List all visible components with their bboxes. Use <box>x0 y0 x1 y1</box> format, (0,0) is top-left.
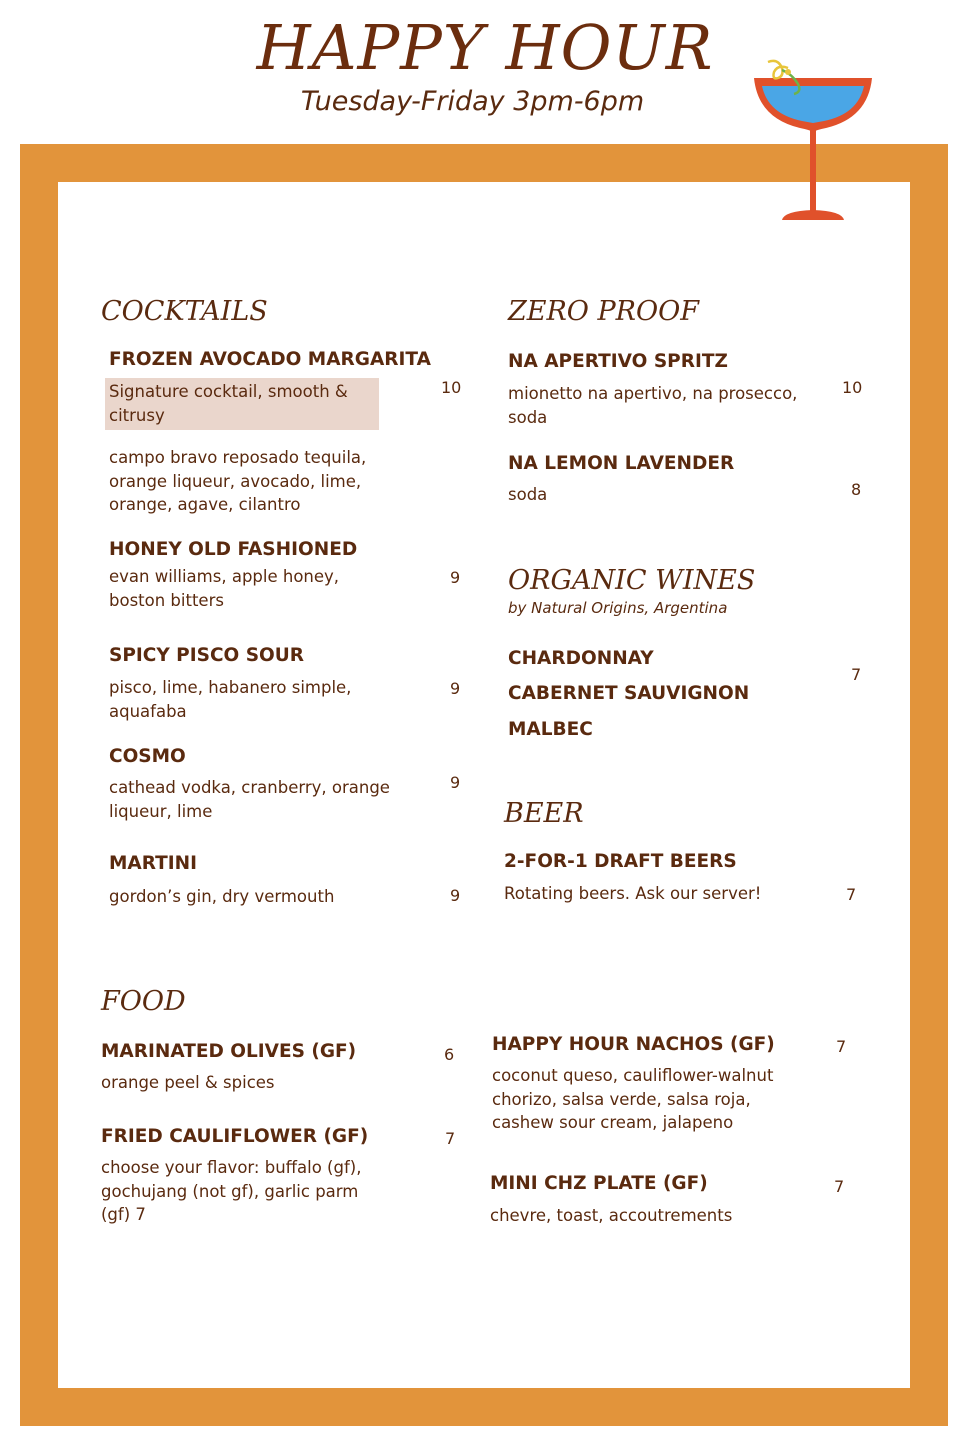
food-name: FRIED CAULIFLOWER (GF) <box>101 1126 369 1147</box>
cocktail-name: SPICY PISCO SOUR <box>109 645 305 666</box>
cocktail-price: 9 <box>450 886 461 905</box>
wine-name: MALBEC <box>508 719 593 740</box>
beer-name: 2-FOR-1 DRAFT BEERS <box>504 851 737 872</box>
food-desc: chevre, toast, accoutrements <box>490 1206 733 1225</box>
zero-proof-name: NA APERTIVO SPRITZ <box>508 351 728 372</box>
cocktail-glass-icon <box>748 56 878 226</box>
cocktail-name: MARTINI <box>109 853 198 874</box>
cocktail-name: HONEY OLD FASHIONED <box>109 539 358 560</box>
food-price: 7 <box>836 1037 847 1056</box>
cocktail-desc: gordon’s gin, dry vermouth <box>109 887 335 906</box>
beer-price: 7 <box>846 885 857 904</box>
zero-proof-heading: ZERO PROOF <box>508 296 700 327</box>
cocktail-price: 10 <box>441 378 462 397</box>
wine-name: CHARDONNAY <box>508 648 654 669</box>
zero-proof-price: 8 <box>851 480 862 499</box>
beer-heading: BEER <box>504 798 584 829</box>
wine-name: CABERNET SAUVIGNON <box>508 683 750 704</box>
food-name: MARINATED OLIVES (GF) <box>101 1041 357 1062</box>
wines-subheading: by Natural Origins, Argentina <box>508 599 728 617</box>
page-title: HAPPY HOUR <box>256 11 714 84</box>
cocktail-desc: campo bravo reposado tequila, orange liqueur, avocado, lime, orange, agave, cilantro <box>109 448 367 514</box>
cocktail-name: FROZEN AVOCADO MARGARITA <box>109 349 431 370</box>
cocktail-desc: cathead vodka, cranberry, orange liqueur, lime <box>109 778 390 821</box>
food-name: HAPPY HOUR NACHOS (GF) <box>492 1034 775 1055</box>
food-desc: orange peel & spices <box>101 1073 275 1092</box>
cocktail-desc: pisco, lime, habanero simple, aquafaba <box>109 678 352 721</box>
food-heading: FOOD <box>101 986 186 1017</box>
wines-heading: ORGANIC WINES <box>508 565 756 596</box>
cocktails-heading: COCKTAILS <box>101 296 268 327</box>
wine-price: 7 <box>851 665 862 684</box>
food-desc: coconut queso, cauliflower-walnut chorizo, salsa verde, salsa roja, cashew sour cream, jalapeno <box>492 1066 774 1132</box>
hours-subtitle: Tuesday-Friday 3pm-6pm <box>300 86 645 117</box>
food-price: 7 <box>445 1129 456 1148</box>
zero-proof-desc: soda <box>508 485 548 504</box>
cocktail-note: Signature cocktail, smooth & citrusy <box>109 378 379 430</box>
food-price: 7 <box>834 1177 845 1196</box>
food-desc: choose your flavor: buffalo (gf), gochujang (not gf), garlic parm (gf) 7 <box>101 1158 362 1224</box>
cocktail-desc: evan williams, apple honey, boston bitters <box>109 567 340 610</box>
food-price: 6 <box>444 1045 455 1064</box>
food-name: MINI CHZ PLATE (GF) <box>490 1173 708 1194</box>
zero-proof-name: NA LEMON LAVENDER <box>508 453 735 474</box>
cocktail-name: COSMO <box>109 746 186 767</box>
zero-proof-price: 10 <box>842 378 863 397</box>
cocktail-price: 9 <box>450 773 461 792</box>
beer-desc: Rotating beers. Ask our server! <box>504 884 762 903</box>
zero-proof-desc: mionetto na apertivo, na prosecco, soda <box>508 384 798 427</box>
cocktail-price: 9 <box>450 679 461 698</box>
cocktail-price: 9 <box>450 568 461 587</box>
